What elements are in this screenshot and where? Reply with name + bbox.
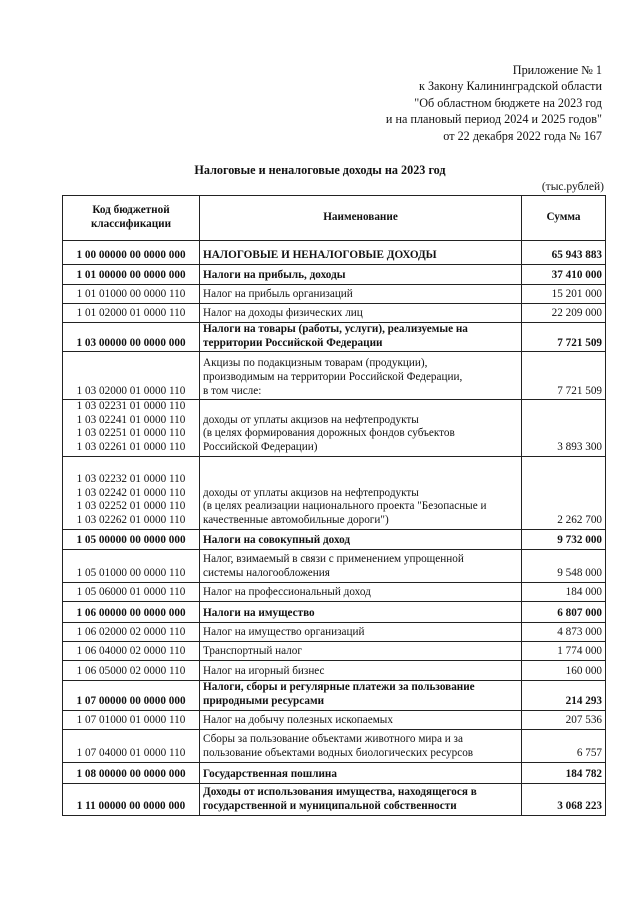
row-sum: 184 000: [522, 582, 606, 601]
row-name: Налог, взимаемый в связи с применением упрощенной системы налогообложения: [200, 549, 522, 582]
row-sum: 15 201 000: [522, 285, 606, 304]
row-name: Акцизы по подакцизным товарам (продукции), производимым на территории Российской Федерации, в том числе:: [200, 352, 522, 400]
row-name: Налог на имущество организаций: [200, 622, 522, 641]
table-row: [63, 622, 606, 641]
row-code: 1 05 06000 01 0000 110: [63, 582, 200, 601]
row-sum: 6 757: [522, 729, 606, 762]
table-row: [63, 762, 606, 783]
appendix-header: [386, 62, 602, 144]
row-sum: 9 732 000: [522, 529, 606, 549]
row-code: 1 05 01000 00 0000 110: [63, 549, 200, 582]
row-sum: 1 774 000: [522, 641, 606, 660]
row-sum: 7 721 509: [522, 323, 606, 352]
row-name: Налоги, сборы и регулярные платежи за пользование природными ресурсами: [200, 680, 522, 710]
row-name: Государственная пошлина: [200, 762, 522, 783]
table-row: [63, 549, 606, 582]
row-code: 1 07 01000 01 0000 110: [63, 710, 200, 729]
row-sum: 3 068 223: [522, 783, 606, 815]
row-code: 1 01 02000 01 0000 110: [63, 304, 200, 323]
table-header-row: [63, 196, 606, 241]
table-row: [63, 285, 606, 304]
row-code: 1 03 02231 01 0000 110 1 03 02241 01 0000 110 1 03 02251 01 0000 110 1 03 02261 01 0000 110: [63, 400, 200, 456]
row-code: 1 03 02000 01 0000 110: [63, 352, 200, 400]
table-row: [63, 582, 606, 601]
table-row: [63, 529, 606, 549]
header-line: и на плановый период 2024 и 2025 годов": [385, 112, 602, 127]
row-code: 1 07 00000 00 0000 000: [63, 680, 200, 710]
table-row: [63, 641, 606, 660]
row-name: Налоги на прибыль, доходы: [200, 265, 522, 285]
table-row: [63, 710, 606, 729]
table-row: [63, 241, 606, 265]
table-row: [63, 265, 606, 285]
row-name: Транспортный налог: [200, 641, 522, 660]
row-name: Налог на добычу полезных ископаемых: [200, 710, 522, 729]
header-line: к Закону Калининградской области: [418, 79, 602, 94]
row-code: 1 05 00000 00 0000 000: [63, 529, 200, 549]
table-row: [63, 456, 606, 529]
row-code: 1 01 01000 00 0000 110: [63, 285, 200, 304]
row-code: 1 08 00000 00 0000 000: [63, 762, 200, 783]
table-row: [63, 601, 606, 622]
row-sum: 214 293: [522, 680, 606, 710]
row-name: Налоги на совокупный доход: [200, 529, 522, 549]
row-name: доходы от уплаты акцизов на нефтепродукты (в целях формирования дорожных фондов субъектов Российской Федерации): [200, 400, 522, 456]
row-name: Налоги на имущество: [200, 601, 522, 622]
revenue-table: [62, 195, 606, 816]
row-name: Налоги на товары (работы, услуги), реализуемые на территории Российской Федерации: [200, 323, 522, 352]
column-header-code: Код бюджетной классификации: [63, 196, 200, 241]
column-header-name: Наименование: [200, 196, 522, 241]
row-sum: 9 548 000: [522, 549, 606, 582]
column-header-sum: Сумма: [522, 196, 606, 241]
row-name: Налог на игорный бизнес: [200, 660, 522, 680]
row-name: Налог на прибыль организаций: [200, 285, 522, 304]
table-body: [63, 241, 606, 816]
row-code: 1 07 04000 01 0000 110: [63, 729, 200, 762]
row-sum: 65 943 883: [522, 241, 606, 265]
row-code: 1 00 00000 00 0000 000: [63, 241, 200, 265]
table-row: [63, 660, 606, 680]
table-row: [63, 400, 606, 456]
row-code: 1 06 02000 02 0000 110: [63, 622, 200, 641]
row-sum: 160 000: [522, 660, 606, 680]
row-name: НАЛОГОВЫЕ И НЕНАЛОГОВЫЕ ДОХОДЫ: [200, 241, 522, 265]
row-code: 1 03 00000 00 0000 000: [63, 323, 200, 352]
row-sum: 207 536: [522, 710, 606, 729]
row-code: 1 06 05000 02 0000 110: [63, 660, 200, 680]
row-sum: 22 209 000: [522, 304, 606, 323]
row-code: 1 11 00000 00 0000 000: [63, 783, 200, 815]
row-sum: 6 807 000: [522, 601, 606, 622]
document-title: Налоговые и неналоговые доходы на 2023 год: [194, 163, 446, 177]
table-row: [63, 304, 606, 323]
row-sum: 3 893 300: [522, 400, 606, 456]
row-sum: 184 782: [522, 762, 606, 783]
header-line: Приложение № 1: [512, 63, 602, 77]
row-name: Налог на доходы физических лиц: [200, 304, 522, 323]
row-sum: 37 410 000: [522, 265, 606, 285]
row-sum: 2 262 700: [522, 456, 606, 529]
table-row: [63, 680, 606, 710]
table-row: [63, 352, 606, 400]
row-name: Налог на профессиональный доход: [200, 582, 522, 601]
row-sum: 4 873 000: [522, 622, 606, 641]
row-name: доходы от уплаты акцизов на нефтепродукты (в целях реализации национального проекта "Безопасные и качественные автомобильные дороги"): [200, 456, 522, 529]
header-line: от 22 декабря 2022 года № 167: [443, 128, 602, 143]
table-row: [63, 783, 606, 815]
row-code: 1 03 02232 01 0000 110 1 03 02242 01 0000 110 1 03 02252 01 0000 110 1 03 02262 01 0000 110: [63, 456, 200, 529]
row-sum: 7 721 509: [522, 352, 606, 400]
row-code: 1 06 04000 02 0000 110: [63, 641, 200, 660]
table-row: [63, 729, 606, 762]
header-line: "Об областном бюджете на 2023 год: [414, 95, 602, 110]
row-name: Доходы от использования имущества, находящегося в государственной и муниципальной собственности: [200, 783, 522, 815]
row-code: 1 01 00000 00 0000 000: [63, 265, 200, 285]
row-name: Сборы за пользование объектами животного мира и за пользование объектами водных биологических ресурсов: [200, 729, 522, 762]
row-code: 1 06 00000 00 0000 000: [63, 601, 200, 622]
table-row: [63, 323, 606, 352]
unit-label: (тыс.рублей): [541, 181, 604, 193]
